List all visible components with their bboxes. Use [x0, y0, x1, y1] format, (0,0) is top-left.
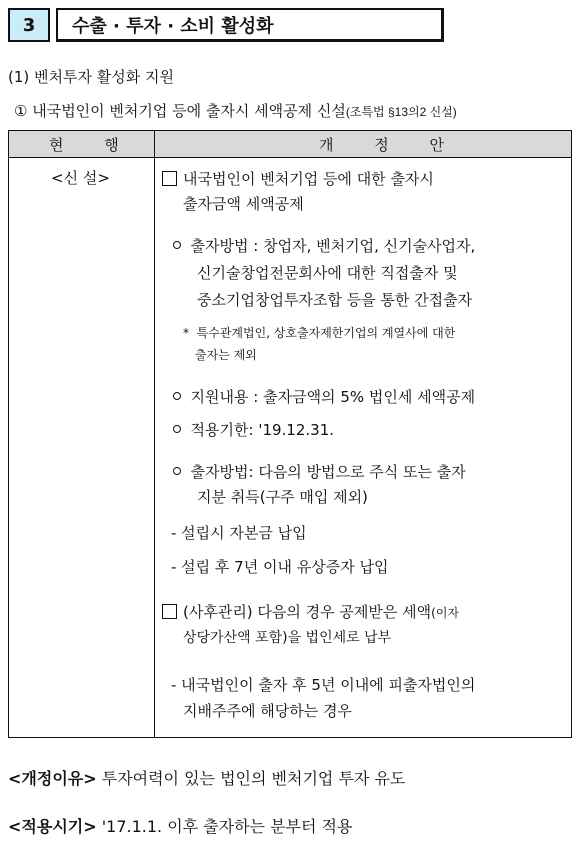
section-header	[8, 8, 444, 42]
item2-small: (이자	[431, 606, 460, 620]
column-divider	[154, 131, 155, 737]
note-line1: * 특수관계법인, 상호출자제한기업의 계열사에 대한	[183, 326, 456, 340]
application-timing	[8, 814, 352, 837]
support-content: 지원내용 : 출자금액의 5% 법인세 세액공제	[173, 386, 475, 407]
timing-label: <적용시기>	[8, 817, 97, 836]
checkbox-square-icon	[162, 604, 177, 619]
section-title: 수출 · 투자 · 소비 활성화	[56, 8, 444, 42]
timing-text: '17.1.1. 이후 출자하는 분부터 적용	[101, 817, 353, 836]
method-line3: 중소기업창업투자조합 등을 통한 간접출자	[197, 291, 473, 309]
acquire-line2: 지분 취득(구주 매입 제외)	[197, 488, 368, 506]
subheading-tax-credit	[14, 100, 457, 121]
comparison-table	[8, 130, 572, 738]
circle-bullet-icon	[173, 241, 181, 249]
table-header-row	[9, 131, 571, 158]
subheading-main: ① 내국법인이 벤처기업 등에 출자시 세액공제 신설	[14, 102, 346, 120]
item2-line2: 상당가산액 포함)을 법인세로 납부	[183, 630, 392, 646]
checkbox-square-icon	[162, 171, 177, 186]
revised-item-1	[162, 168, 434, 189]
revision-reason	[8, 766, 405, 789]
method-line1: 출자방법 : 창업자, 벤처기업, 신기술사업자,	[173, 235, 475, 256]
application-period: 적용기한: '19.12.31.	[173, 419, 334, 440]
section-number: 3	[8, 8, 50, 42]
item1-line1: 내국법인이 벤처기업 등에 대한 출자시	[183, 170, 434, 188]
dash-item-1: - 설립시 자본금 납입	[171, 524, 307, 542]
circle-bullet-icon	[173, 425, 181, 433]
reason-text: 투자여력이 있는 법인의 벤처기업 투자 유도	[101, 769, 406, 788]
dash-item-3-line1: - 내국법인이 출자 후 5년 이내에 피출자법인의	[171, 676, 476, 694]
header-current: 현 행	[49, 136, 137, 154]
circle-bullet-icon	[173, 467, 181, 475]
dash-item-3-line2: 지배주주에 해당하는 경우	[183, 702, 352, 720]
method-line2: 신기술창업전문회사에 대한 직접출자 및	[197, 264, 458, 282]
subheading-ref: (조특법 §13의2 신설)	[345, 105, 457, 119]
current-cell: <신 설>	[51, 169, 110, 187]
reason-label: <개정이유>	[8, 769, 97, 788]
note-line2: 출자는 제외	[195, 348, 257, 362]
revised-item-2: (사후관리) 다음의 경우 공제받은 세액(이자	[162, 601, 459, 622]
subheading-venture: (1) 벤처투자 활성화 지원	[8, 68, 174, 86]
acquire-line1: 출자방법: 다음의 방법으로 주식 또는 출자	[173, 461, 466, 482]
circle-bullet-icon	[173, 392, 181, 400]
note-marker: *	[183, 326, 189, 340]
item1-line2: 출자금액 세액공제	[183, 195, 304, 213]
header-revised: 개 정 안	[319, 136, 463, 154]
dash-item-2: - 설립 후 7년 이내 유상증자 납입	[171, 558, 389, 576]
